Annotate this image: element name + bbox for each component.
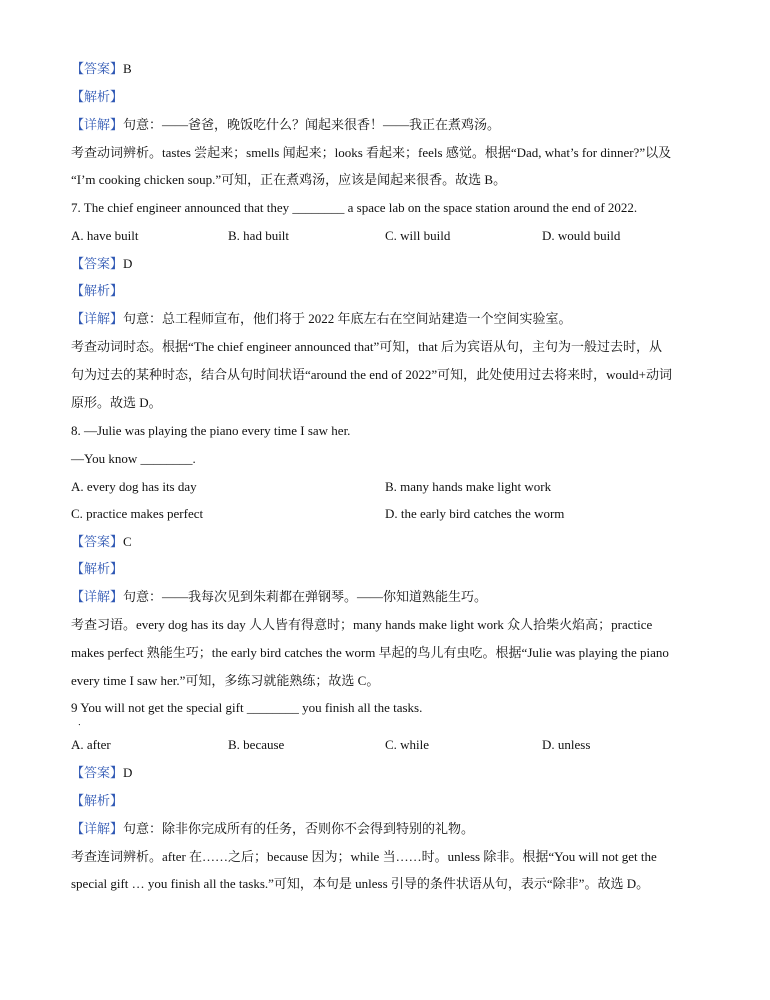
q6-detail: 句意：——爸爸，晚饭吃什么？闻起来很香！——我正在煮鸡汤。 xyxy=(123,117,501,132)
q7-option-c: C. will build xyxy=(385,228,451,243)
q8-detail: 句意：——我每次见到朱莉都在弹钢琴。——你知道熟能生巧。 xyxy=(123,589,488,604)
q8-option-b: B. many hands make light work xyxy=(385,479,552,494)
q6-answer: B xyxy=(123,61,132,76)
q8-detail-line xyxy=(71,588,487,606)
q7-explain-3: 原形。故选 D。 xyxy=(71,395,162,410)
q8-explain-1: 考查习语。every dog has its day 人人皆有得意时；many hands make light work 众人拾柴火焰高；practice xyxy=(71,617,653,632)
q7-option-d: D. would build xyxy=(542,228,621,243)
q6-answer-line xyxy=(71,60,132,78)
q9-answer-line xyxy=(71,764,132,782)
detail-tag: 【详解】 xyxy=(71,821,124,836)
q9-explain-2: special gift … you finish all the tasks.”可知，本句是 unless 引导的条件状语从句，表示“除非”。故选 D。 xyxy=(71,876,650,891)
q6-explain-1: 考查动词辨析。tastes 尝起来；smells 闻起来；looks 看起来；feels 感觉。根据“Dad, what’s for dinner?”以及 xyxy=(71,145,672,160)
q8-answer: C xyxy=(123,534,132,549)
q8-answer-line xyxy=(71,533,132,551)
q6-analysis-tag: 【解析】 xyxy=(71,89,124,104)
detail-tag: 【详解】 xyxy=(71,589,124,604)
q7-explain-2: 句为过去的某种时态，结合从句时间状语“around the end of 2022”可知，此处使用过去将来时，would+动词 xyxy=(71,367,672,382)
q8-explain-3: every time I saw her.”可知，多练习就能熟练；故选 C。 xyxy=(71,673,380,688)
q7-question: 7. The chief engineer announced that they ________ a space lab on the space station around the end of 2022. xyxy=(71,200,638,215)
q9-explain-1: 考查连词辨析。after 在……之后；because 因为；while 当……时。unless 除非。根据“You will not get the xyxy=(71,849,657,864)
q9-answer: D xyxy=(123,765,133,780)
q9-detail-line xyxy=(71,820,474,838)
q8-option-d: D. the early bird catches the worm xyxy=(385,506,565,521)
q9-option-d: D. unless xyxy=(542,737,591,752)
q8-question: 8. —Julie was playing the piano every time I saw her. xyxy=(71,423,351,438)
q7-detail: 句意：总工程师宣布，他们将于 2022 年底左右在空间站建造一个空间实验室。 xyxy=(123,311,572,326)
q7-answer: D xyxy=(123,256,133,271)
answer-tag: 【答案】 xyxy=(71,534,124,549)
q9-number-dot: ． xyxy=(78,717,88,727)
q7-explain-1: 考查动词时态。根据“The chief engineer announced that”可知，that 后为宾语从句，主句为一般过去时，从 xyxy=(71,339,663,354)
q8-explain-2: makes perfect 熟能生巧；the early bird catches the worm 早起的鸟儿有虫吃。根据“Julie was playing the piano xyxy=(71,645,669,660)
answer-tag: 【答案】 xyxy=(71,765,124,780)
q6-detail-line xyxy=(71,116,500,134)
q9-option-a: A. after xyxy=(71,737,111,752)
q7-option-a: A. have built xyxy=(71,228,139,243)
q7-analysis-tag: 【解析】 xyxy=(71,283,124,298)
detail-tag: 【详解】 xyxy=(71,311,124,326)
q9-analysis-tag: 【解析】 xyxy=(71,793,124,808)
q9-option-b: B. because xyxy=(228,737,285,752)
q7-detail-line xyxy=(71,310,572,328)
q9-detail: 句意：除非你完成所有的任务，否则你不会得到特别的礼物。 xyxy=(123,821,475,836)
q6-explain-2: “I’m cooking chicken soup.”可知，正在煮鸡汤，应该是闻起来很香。故选 B。 xyxy=(71,172,507,187)
q8-option-a: A. every dog has its day xyxy=(71,479,197,494)
q8-option-c: C. practice makes perfect xyxy=(71,506,204,521)
q9-option-c: C. while xyxy=(385,737,430,752)
answer-tag: 【答案】 xyxy=(71,256,124,271)
q9-question: 9 You will not get the special gift ________ you finish all the tasks. xyxy=(71,700,423,715)
detail-tag: 【详解】 xyxy=(71,117,124,132)
q7-answer-line xyxy=(71,255,132,273)
answer-tag: 【答案】 xyxy=(71,61,124,76)
q8-analysis-tag: 【解析】 xyxy=(71,561,124,576)
q8-question-2: —You know ________. xyxy=(71,451,196,466)
q7-option-b: B. had built xyxy=(228,228,290,243)
